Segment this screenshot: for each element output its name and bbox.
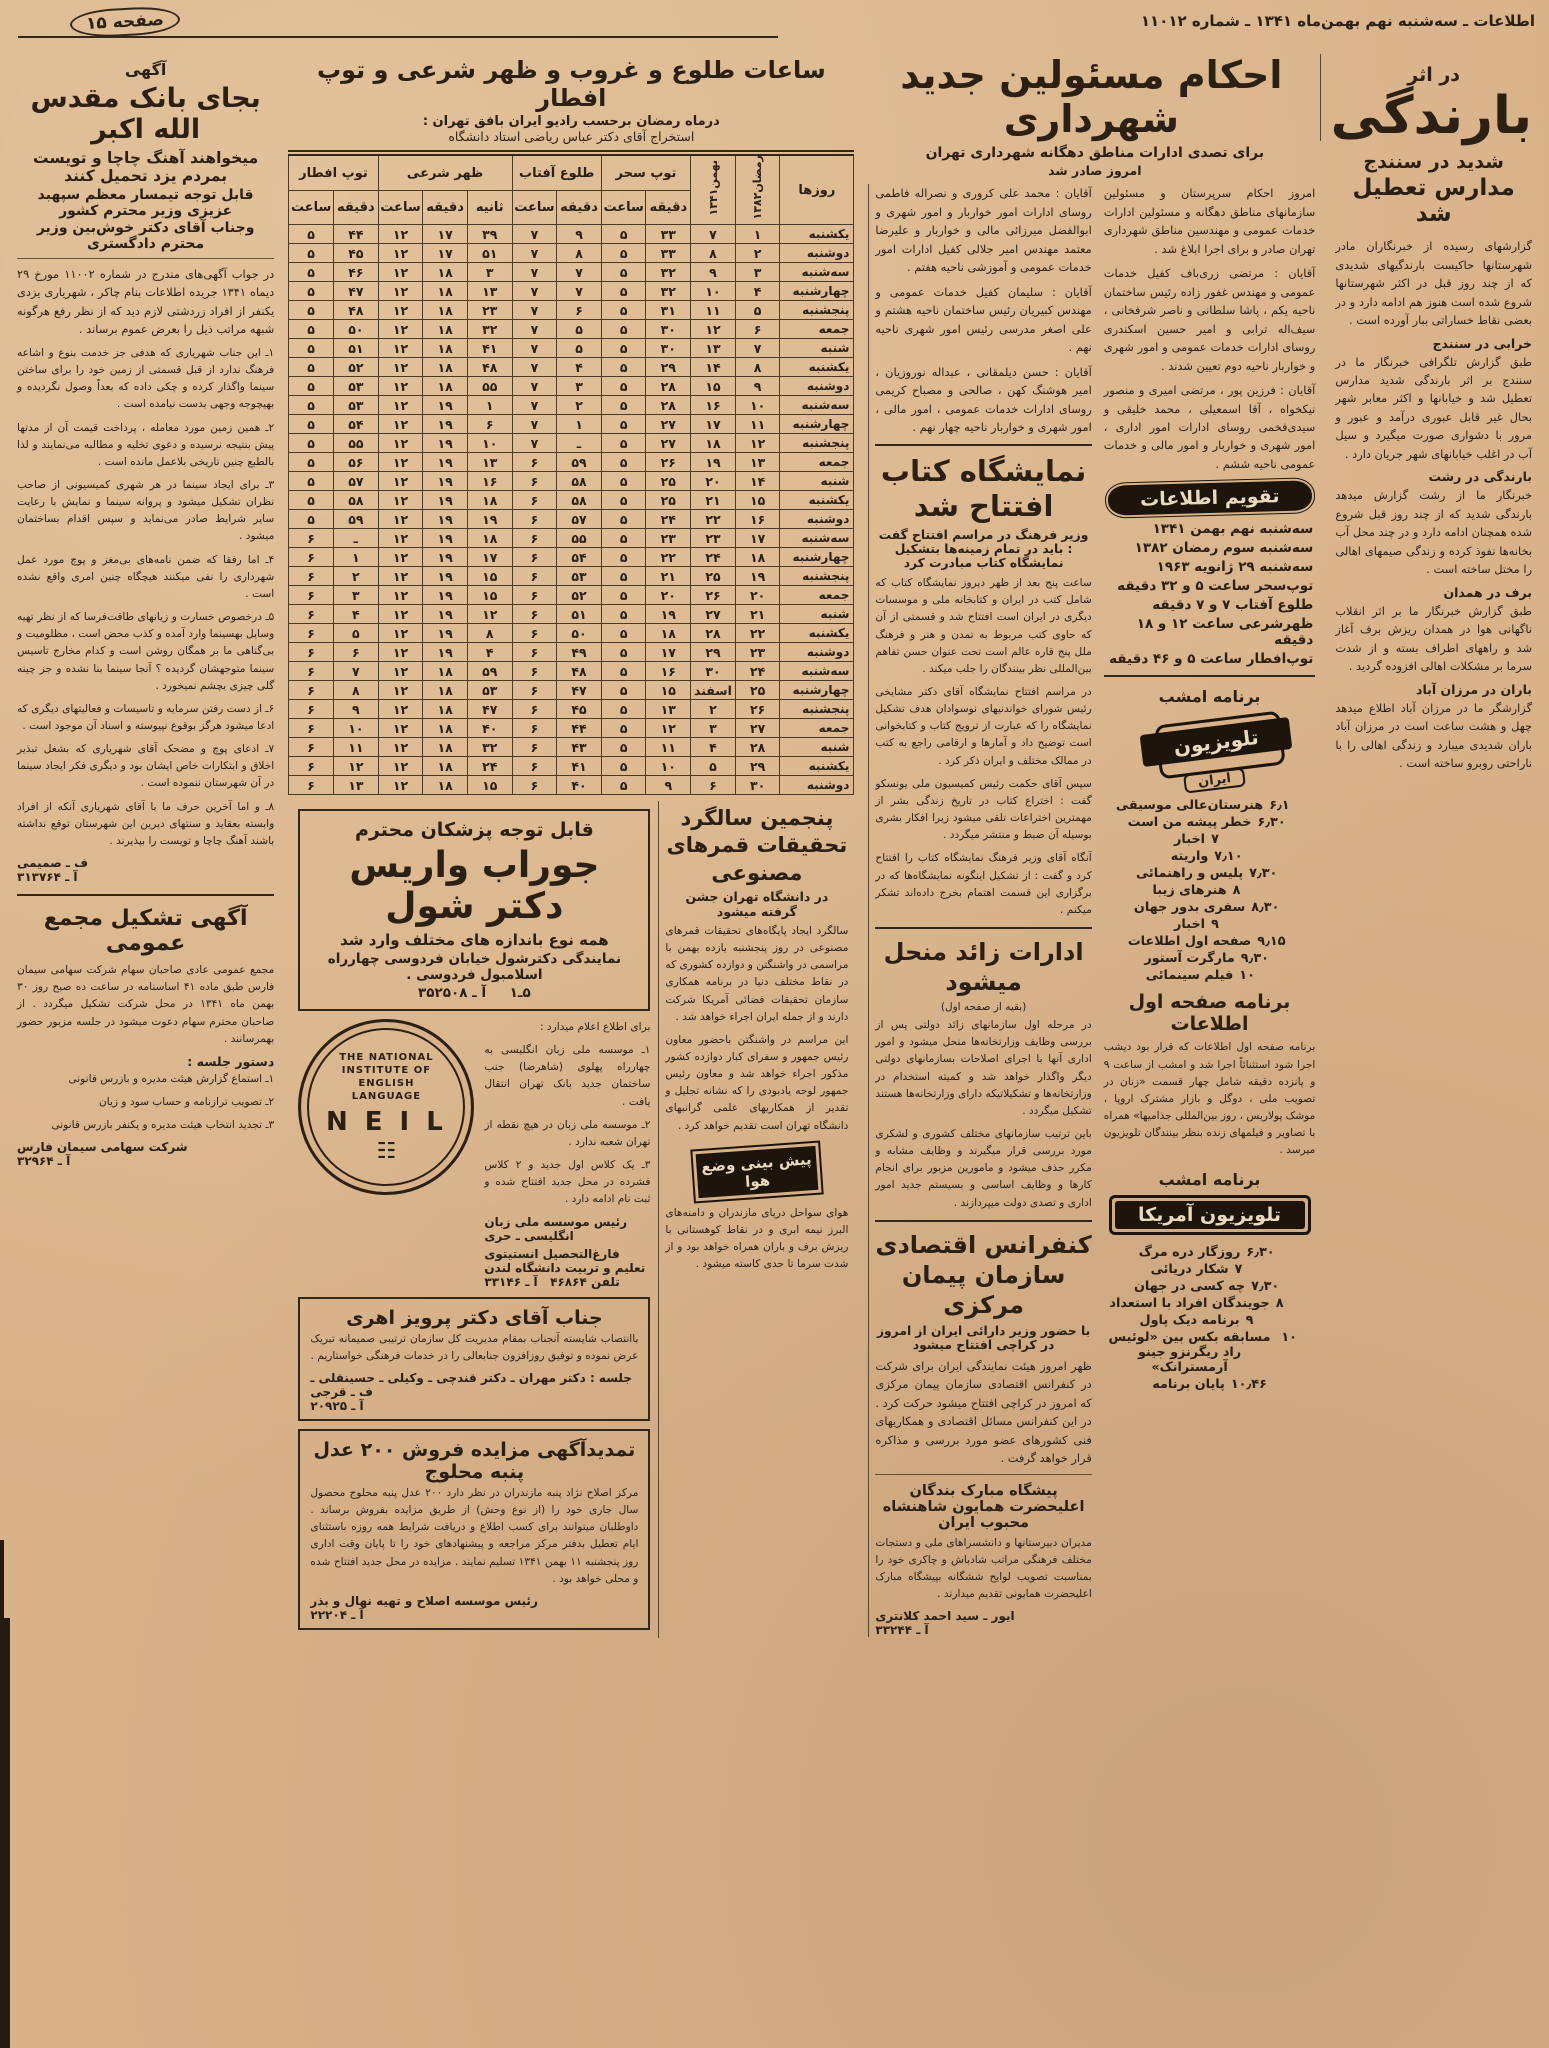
times-table-row: پنجشنبه ۲۶ ۲ ۱۳ ۵ ۴۵ ۶ ۴۷ ۱۸ ۱۲ ۹ ۶ [289, 700, 854, 719]
tv-iran-kicker: برنامه امشب [1158, 687, 1261, 707]
bank-letter-code: آ ـ ۳۱۳۷۶۴ [17, 870, 78, 885]
niel-ad [298, 1019, 650, 1289]
col-group-sunrise: طلوع آفتاب [512, 153, 601, 191]
book-fair-body: ساعت پنج بعد از ظهر دیروز نمایشگاه کتاب که شامل کتب در ایران و کتابخانه ملی و موسسات دیگری در ایران است افتتاح شد و قسمتی از آن که حاوی کتب مربوط به تمدن و هنر و فرهنگ ملل پنج قاره عالم است تحت عنوان حسن تفاهم بین‌المللی نظر بینندگان را جلب میکند . در مراسم افتتاح نمایشگاه آقای دکتر مشایخی رئیس شورای خواندنیهای نوسوادان هدف تشکیل نمایشگاه را که عبارت از ترویج کتاب و کتابخوانی است توضیح داد و آمارها و ارقامی راجع به کتب در ممالک مختلف و ایران ذکر کرد . سپس آقای حکمت رئیس کمیسیون ملی یونسکو گفت : اختراع کتاب در تاریخ زندگی بشر از مهمترین اختراعات تلقی میشود زیرا افکار بشری بوسیله آن ضبط و منتشر میگردد . آنگاه آقای وزیر فرهنگ نمایشگاه کتاب را افتتاح کرد و گفت : از تشکیل اینگونه نمایشگاه‌ها که در برگزاری این قسمت اهتمام بخرج داده‌اند تشکر میکنم . [875, 577, 1092, 916]
rain-subhead-1: شدید در سنندج [1363, 151, 1504, 174]
times-table-row: یکشنبه ۱۵ ۲۱ ۲۵ ۵ ۵۸ ۶ ۱۸ ۱۹ ۱۲ ۵۸ ۵ [289, 491, 854, 510]
rain-kicker: در اثر [1407, 64, 1461, 86]
calendar-lines: سه‌شنبه نهم بهمن ۱۳۴۱ سه‌شنبه سوم رمضان ۱۳۸۲ سه‌شنبه ۲۹ ژانویه ۱۹۶۳ توپ‌سحر ساعت ۵ و ۳۲ دقیقه طلوع آفتاب ۷ و ۷ دقیقه ظهرشرعی ساعت ۱۲ و ۱۸ دقیقه توپ‌افطار ساعت ۵ و ۴۶ دقیقه [1109, 521, 1314, 668]
times-table-row: چهارشنبه ۲۵ اسفند ۱۵ ۵ ۴۷ ۶ ۵۳ ۱۸ ۱۲ ۸ ۶ [289, 681, 854, 700]
niel-sign1: رئیس موسسه ملی زبان انگلیسی ـ حری [484, 1214, 628, 1243]
times-table-row: سه‌شنبه ۳ ۹ ۳۲ ۵ ۷ ۷ ۳ ۱۸ ۱۲ ۴۶ ۵ [289, 263, 854, 282]
rain-subhead-2: مدارس تعطیل شد [1352, 175, 1515, 228]
assembly-code: آ ـ ۳۲۹۶۴ [17, 1154, 71, 1169]
municipality-body: امروز احکام سرپرستان و مسئولین سازمانهای مناطق دهگانه و مسئولین ادارات خدمات عمومی و مهندسین مناطق شهرداری تهران صادر و برای اجرا ابلاغ شد . آقایان : مرتضی زری‌باف کفیل خدمات عمومی و مهندس غفور زاده رئیس ساختمان ناحیه یکم ، پاشا سلطانی و ناصر شرفخانی ، سیف‌اله ترابی و امیر حسین اسکندری روسای ادارات خدمات عمومی و امور شهری و خواربار ناحیه دوم تعیین شدند . آقایان : فرزین پور ، مرتضی امیری و منصور نیکخواه ، آقا اسمعیلی ، محمد خلیقی و سیدی‌فخمی روسای ادارات امور اداری ، امور شهری و خواربار و امور مالی و خدمات عمومی ناحیه ششم . [1103, 186, 1316, 471]
bank-letter-subhead-3: وجناب آقای دکتر خوش‌بین وزیر محترم دادگستری [36, 220, 255, 252]
times-table-row: سه‌شنبه ۱۷ ۲۳ ۲۳ ۵ ۵۵ ۶ ۱۸ ۱۹ ۱۲ ـ ۶ [289, 529, 854, 548]
times-table-row: یکشنبه ۲۲ ۲۸ ۱۸ ۵ ۵۰ ۶ ۸ ۱۹ ۱۲ ۵ ۶ [289, 624, 854, 643]
tv-program-item: ۶٫۳۰ روزگار دره مرگ [1138, 1244, 1275, 1260]
times-table-row: یکشنبه ۲۹ ۵ ۱۰ ۵ ۴۱ ۶ ۲۴ ۱۸ ۱۲ ۱۲ ۶ [289, 757, 854, 776]
tv-program-item: ۷٫۳۰ پلیس و راهنمائی [1135, 866, 1278, 882]
rain-lead: گزارشهای رسیده از خبرنگاران مادر شهرستانها حاکیست بارندگیهای شدیدی که از چند روز قبل در اکثر شهرستانها شروع شده است هنوز هم ادامه دارد و در بعضی نقاط خساراتی ببار آورده است . [1335, 239, 1532, 328]
times-table-title: ساعات طلوع و غروب و ظهر شرعی و توپ افطار [316, 56, 826, 112]
prayer-times-table [288, 150, 854, 795]
cotton-auction-ad [298, 1429, 650, 1630]
tv-program-item: ۸ هنرهای زیبا [1152, 883, 1241, 899]
homage-code: آ ـ ۳۳۲۴۴ [875, 1623, 929, 1638]
bank-letter-lead: در جواب آگهی‌های مندرج در شماره ۱۱۰۰۲ مورخ ۲۹ دیماه ۱۳۴۱ جریده اطلاعات بنام چاکر ، شهریاری یزدی یکنفر از افراد زردشتی لازم دید که از نظر رفع هرگونه شبهه مراتب ذیل را بعرض عموم برساند . [17, 267, 275, 337]
niel-seal-text: THE NATIONAL INSTITUTE OF ENGLISH LANGUAGE [339, 1051, 434, 1102]
times-table-row: پنجشنبه ۱۲ ۱۸ ۲۷ ۵ ـ ۷ ۱۰ ۱۹ ۱۲ ۵۵ ۵ [289, 434, 854, 453]
front-program-body: برنامه صفحه اول اطلاعات که قرار بود دیشب اجرا شود استثنائاً اجرا شد و امشب از ساعت ۹ و پانزده دقیقه شامل چهار قسمت «زنان در تصویب ملی ، دوگل و بازار مشترک اروپا ، موشک پولاریس ، روز بین‌المللی جذامیها» همراه با تصاویر و فیلمهای زنده بنظر بینندگان تلویزیون میرسد . [1103, 1041, 1316, 1157]
homage-title: پیشگاه مبارک بندگان اعلیحضرت همایون شاهنشاه محبوب ایران [882, 1482, 1085, 1531]
assembly-sign: شرکت سهامی سیمان فارس [17, 1140, 188, 1155]
rain-city-report: برف در همدان طبق گزارش خبرنگار ما بر اثر انقلاب ناگهانی هوا در همدان ریزش برف آغاز شد و راههای اطراف بسته و از شدت سرما بر مشکلات اهالی افزوده گردید . [1335, 584, 1532, 674]
times-table-row: سه‌شنبه ۲۴ ۳۰ ۱۶ ۵ ۴۸ ۶ ۵۹ ۱۸ ۱۲ ۷ ۶ [289, 662, 854, 681]
tv-iran-logo-country: ایران [1183, 768, 1246, 794]
bank-letter-subhead-1: میخواهند آهنگ چاچا و تویست بمردم یزد تحمیل کنند [33, 149, 259, 185]
times-table-row: جمعه ۲۷ ۳ ۱۲ ۵ ۴۴ ۶ ۴۰ ۱۸ ۱۲ ۱۰ ۶ [289, 719, 854, 738]
niel-institute-seal-logo [298, 1019, 474, 1195]
times-table-zone [281, 50, 861, 2038]
times-table-row: جمعه ۱۳ ۱۹ ۲۶ ۵ ۵۹ ۶ ۱۳ ۱۹ ۱۲ ۵۶ ۵ [289, 453, 854, 472]
assembly-agenda-title: دستور جلسه : [187, 1053, 275, 1069]
page-number-label: صفحه ۱۵ [69, 5, 180, 39]
tv-america-logo [1109, 1195, 1311, 1235]
tv-america-kicker: برنامه امشب [1158, 1169, 1261, 1189]
tv-iran-program-list [1104, 798, 1316, 983]
rain-city-report: خرابی در سنندج طبق گزارش تلگرافی خبرنگار ما در سنندج بر اثر بارندگی شدید مدارس تعطیل شد و خیابانها و اکثر معابر شهر بحال غیر قابل عبوری درآمد و عبور و مرور با دشواری صورت میگیرد و سیل آب در اغلب خیابانهای شهر جریان دارد . [1335, 335, 1532, 461]
front-program-title: برنامه صفحه اول اطلاعات [1128, 991, 1291, 1036]
rain-city-reports [1335, 336, 1532, 773]
tv-program-item: ۷٫۱۰ واریته [1170, 849, 1243, 865]
assembly-title: آگهی تشکیل مجمع عمومی [43, 906, 248, 957]
niel-sign2: فارغ‌التحصیل انستیتوی تعلیم و تربیت دانشگاه لندن [484, 1246, 646, 1275]
weather-forecast-stamp [690, 1140, 823, 1203]
cento-body: ظهر امروز هیئت نمایندگی ایران برای شرکت در کنفرانس اقتصادی سازمان پیمان مرکزی که امروز در کراچی افتتاح میشود حرکت کرد . در این کنفرانس مسائل اقتصادی و همکاریهای فنی کشورهای عضو مورد بررسی و مذاکره قرار خواهد گرفت . [875, 1358, 1092, 1466]
article-rain-column [1328, 50, 1539, 2038]
masthead [10, 6, 1539, 50]
book-fair-subhead: وزیر فرهنگ در مراسم افتتاح گفت : باید در تمام زمینه‌ها بتشکیل نمایشگاه کتاب مبادرت کرد [878, 528, 1089, 571]
ads-column [290, 801, 658, 1638]
tv-program-item: ۶٫۱ هنرستان‌عالی موسیقی [1115, 798, 1290, 814]
tv-program-item: ۸٫۳۰ سفری بدور جهان [1133, 900, 1280, 916]
col-header-days: روزها [780, 153, 854, 225]
satellites-column [658, 801, 854, 1638]
col-group-sahar: توپ سحر [601, 153, 690, 191]
rain-city-report: باران در مرزان آباد گزارشگر ما در مرزان آباد اطلاع میدهد چهل و هشت ساعت است در مرزان آباد باران شدیدی میبارد و زندگی اهالی را با ناراحتی روبرو ساخته است . [1335, 681, 1532, 770]
tv-program-item: ۱۰ مسابقه بکس بین «لوئیس راد ریگرنزو جینو آرمسترانک» [1108, 1329, 1297, 1375]
col-header-bahman: بهمن۱۳۴۱ [691, 153, 736, 225]
masthead-rule [18, 36, 778, 38]
times-table-row: یکشنبه ۱ ۷ ۳۳ ۵ ۹ ۷ ۳۹ ۱۷ ۱۲ ۴۴ ۵ [289, 225, 854, 244]
niel-intro: برای اطلاع اعلام میدارد : [539, 1021, 651, 1033]
times-table-row: یکشنبه ۸ ۱۴ ۲۹ ۵ ۴ ۷ ۴۸ ۱۸ ۱۲ ۵۲ ۵ [289, 358, 854, 377]
municipality-headline: احکام مسئولین جدید شهرداری [868, 54, 1321, 141]
shol-ad-line1: همه نوع باندازه های مختلف وارد شد [340, 931, 609, 949]
shol-ad-line2: نمایندگی دکترشول خیابان فردوسی چهارراه اسلامبول فردوسی . [327, 951, 622, 983]
times-table-row: چهارشنبه ۴ ۱۰ ۳۲ ۵ ۷ ۷ ۱۳ ۱۸ ۱۲ ۴۷ ۵ [289, 282, 854, 301]
ahari-ad-body: باانتصاب شایسته آنجناب بمقام مدیریت کل سازمان ترتیبی صمیمانه تبریک عرض نموده و توفیق روزافزون جنابعالی را در خدمات فرهنگی خواستاریم . [310, 1332, 639, 1362]
tv-program-item: ۹ برنامه دیک پاول [1139, 1312, 1254, 1328]
bank-letter-kicker: آگهی [124, 60, 167, 79]
times-table-row: پنجشنبه ۱۹ ۲۵ ۲۱ ۵ ۵۳ ۶ ۱۵ ۱۹ ۱۲ ۲ ۶ [289, 567, 854, 586]
tv-program-item: ۷٫۳۰ چه کسی در جهان [1134, 1278, 1280, 1294]
bank-letter-sign: ف ـ صمیمی [17, 856, 89, 871]
times-table-rows [289, 225, 854, 795]
tv-program-item: ۷ اخبار [1174, 832, 1219, 848]
shol-ad-title: جوراب واریس دکتر شول [349, 845, 600, 927]
municipality-subhead-2: امروز صادر شد [1048, 163, 1142, 179]
times-table-row: چهارشنبه ۱۱ ۱۷ ۲۷ ۵ ۱ ۷ ۶ ۱۹ ۱۲ ۵۴ ۵ [289, 415, 854, 434]
niel-ad-text [484, 1019, 650, 1289]
shol-ad-codes: ۵ـ۱ آ ـ ۳۵۲۵۰۸ [418, 985, 531, 1001]
niel-items: ۱ـ موسسه ملی زبان انگلیسی به چهارراه پهلوی (شاهرضا) جنب ساختمان جدید بانک تهران انتقال یافت . ۲ـ موسسه ملی زبان در هیچ نقطه از تهران شعبه ندارد . ۳ـ یک کلاس اول جدید و ۲ کلاس فشرده در محل جدید افتتاح شده و ثبت نام ادامه دارد . [484, 1044, 651, 1206]
assembly-body: مجمع عمومی عادی صاحبان سهام شرکت سهامی سیمان فارس طبق ماده ۴۱ اساسنامه در ساعت ده صبح روز ۳۰ بهمن ماه ۱۳۴۱ در محل شرکت تشکیل میگردد . از صاحبان محترم سهام دعوت میشود در جلسه مزبور حضور بهمرسانند . [17, 964, 275, 1045]
homage-body: مدیران دبیرستانها و دانشسراهای ملی و دستجات مختلف فرهنگی مراتب شادباش و چاکری خود را بمناسبت تصویب لوایح ششگانه بپیشگاه مبارک اعلیحضرت همایونی تقدیم میدارند . [875, 1536, 1092, 1601]
bank-letter-headline: بجای بانک مقدس الله اکبر [30, 83, 261, 145]
times-table-row: جمعه ۶ ۱۲ ۳۰ ۵ ۵ ۷ ۳۲ ۱۸ ۱۲ ۵۰ ۵ [289, 320, 854, 339]
ahari-ad-sign: جلسه : دکتر مهران ـ دکتر قندچی ـ وکیلی ـ حسینقلی ـ ف ـ قرجی [310, 1370, 632, 1399]
times-table-row: شنبه ۷ ۱۳ ۳۰ ۵ ۵ ۷ ۴۱ ۱۸ ۱۲ ۵۱ ۵ [289, 339, 854, 358]
cotton-ad-code: آ ـ ۲۲۲۰۴ [310, 1607, 364, 1622]
municipality-subhead: برای تصدی ادارات مناطق دهگانه شهرداری تهران [925, 145, 1265, 162]
cento-headline: کنفرانس اقتصادی سازمان پیمان مرکزی [875, 1230, 1092, 1319]
niel-codes: تلفن ۴۶۸۶۴ آ ـ ۳۳۱۴۶ [484, 1274, 620, 1289]
book-fair-headline: نمایشگاه کتاب افتتاح شد [880, 454, 1087, 524]
times-table-row: دوشنبه ۳۰ ۶ ۹ ۵ ۴۰ ۶ ۱۵ ۱۸ ۱۲ ۱۳ ۶ [289, 776, 854, 795]
municipality-body-continued: آقایان : محمد علی کروری و نصراله فاطمی روسای ادارات امور خواربار و امور شهری و ابوالفضل میرزائی مالی و خواربار و علیرضا معتمد مهندس امیر جلالی کفیل ادارات امور خدمات عمومی و آموزشی ناحیه هفتم . آقایان : سلیمان کفیل خدمات عمومی و مهندس کبیریان رئیس ساختمان ناحیه هشتم و علی اصغر مدرسی رئیس امور شهری ناحیه نهم . آقایان : حسن دیلمقانی ، عبداله نوروزیان ، امیر هوشنگ کهن ، صالحی و مصباح کریمی روسای ادارات خدمات عمومی ، امور مالی ، امور شهری و خواربار ناحیه چهار نهم . [875, 186, 1092, 434]
times-table-row: چهارشنبه ۱۸ ۲۴ ۲۲ ۵ ۵۴ ۶ ۱۷ ۱۹ ۱۲ ۱ ۶ [289, 548, 854, 567]
ahari-ad [298, 1297, 650, 1421]
times-table-sub2: استخراج آقای دکتر عباس ریاضی استاد دانشگاه [448, 129, 695, 144]
col-group-noon: ظهر شرعی [378, 153, 512, 191]
assembly-agenda-items: ۱ـ استماع گزارش هیئت مدیره و بازرس قانونی ۲ـ تصویب ترازنامه و حساب سود و زیان ۳ـ تجدید انتخاب هیئت مدیره و یکنفر بازرس قانونی [51, 1072, 275, 1132]
assembly-notice [17, 894, 274, 1168]
times-table-row: دوشنبه ۹ ۱۵ ۲۸ ۵ ۳ ۷ ۵۵ ۱۸ ۱۲ ۵۳ ۵ [289, 377, 854, 396]
satellites-body: سالگرد ایجاد پایگاه‌های تحقیقات قمرهای مصنوعی در روز پنجشنبه یازده بهمن با مراسمی در واشنگتن و دوازده کشوری که در نقاط مختلف دنیا در برنامه همکاری سازمان تحقیقات فضائی آمریکا شرکت دارند و از جمله ایران اجراء خواهد شد . این مراسم در واشنگتن باحضور معاون رئیس جمهور و سفرای کبار دوازده کشور مذکور اجراء خواهد شد و معاون رئیس جمهور لوحه یادبودی را که نشانه تجلیل و تقدیر از همکاریهای علمی گرانبهای دانشگاه تهران است تقدیم خواهد کرد . [665, 924, 849, 1132]
center-right-outer-column [868, 184, 1097, 1637]
tv-program-item: ۹٫۳۰ مارگرت آستور [1144, 951, 1269, 967]
times-table-row: دوشنبه ۲۳ ۲۹ ۱۷ ۵ ۴۹ ۶ ۴ ۱۹ ۱۲ ۶ ۶ [289, 643, 854, 662]
tv-program-item: ۶٫۳۰ خطر پیشه من است [1127, 815, 1286, 831]
shol-ad-heading: قابل توجه پزشکان محترم [355, 819, 594, 841]
satellites-subhead: در دانشگاه تهران جشن گرفته میشود [685, 888, 829, 919]
tv-program-item: ۹ اخبار [1174, 917, 1219, 933]
times-table-row: شنبه ۲۸ ۴ ۱۱ ۵ ۴۳ ۶ ۳۲ ۱۸ ۱۲ ۱۱ ۶ [289, 738, 854, 757]
open-book-icon: ☷ [376, 1138, 397, 1164]
tv-america-logo-text: تلویزیون آمریکا [1115, 1201, 1305, 1229]
times-table-row: دوشنبه ۱۶ ۲۲ ۲۴ ۵ ۵۷ ۶ ۱۹ ۱۹ ۱۲ ۵۹ ۵ [289, 510, 854, 529]
page-edge-artifact-small [0, 1540, 4, 1660]
ahari-ad-code: آ ـ ۲۰۹۲۵ [310, 1398, 364, 1413]
satellites-headline: پنجمین سالگرد تحقیقات قمرهای مصنوعی [666, 806, 848, 885]
rain-headline: بارندگی [1330, 86, 1532, 146]
offices-headline: ادارات زائد منحل میشود [883, 938, 1084, 997]
cotton-ad-sign: رئیس موسسه اصلاح و تهیه نهال و بذر [310, 1593, 538, 1608]
tv-program-item: ۹٫۱۵ صفحه اول اطلاعات [1127, 934, 1286, 950]
col-header-ramazan: رمضان۱۳۸۲ [735, 153, 780, 225]
tv-program-item: ۱۰ فیلم سینمائی [1145, 968, 1255, 984]
times-table-sub1: درماه رمضان برحسب رادیو ایران بافق تهران : [422, 114, 720, 129]
cotton-ad-body: مرکز اصلاح نژاد پنبه مازندران در نظر دارد ۲۰۰ عدل پنبه محلوج محصول سال جاری خود را (از نوع وحش) از طریق مزایده بفروش برساند . داوطلبان میتوانند برای کسب اطلاع و دریافت شرایط همه روزه باستثنای ایام تعطیل بدفتر مرکز مراجعه و پیشنهادهای خود را تا پایان وقت اداری روز پنجشنبه ۱۱ بهمن ۱۳۴۱ تسلیم نمایند . مزایده در محل جدید افتتاح شده و محلی خواهد بود . [310, 1486, 639, 1585]
left-column [10, 50, 281, 2038]
tv-iran-logo [1135, 712, 1285, 790]
tv-iran-logo-text: تلویزیون [1139, 717, 1292, 767]
tv-america-program-list [1104, 1245, 1316, 1392]
shol-ad [298, 809, 650, 1011]
bank-letter-subhead-2: قابل توجه تیمسار معظم سپهبد عزیزی وزیر محترم کشور [37, 187, 254, 219]
unit-header-row: دقیقه ساعت دقیقه ساعت ثانیه دقیقه ساعت دقیقه ساعت [289, 191, 854, 225]
weather-stamp-text: پیش بینی وضع هوا [696, 1146, 819, 1198]
center-right-inner-column [1098, 184, 1322, 1637]
tv-program-item: ۱۰٫۴۶ پایان برنامه [1152, 1376, 1267, 1392]
offices-body: در مرحله اول سازمانهای زائد دولتی پس از بررسی وظایف وزارتخانه‌ها منحل میشود و امور اداری آنها با اجرای اصلاحات بسازمانهای دولتی دیگر واگذار خواهد شد و کمیته استخدام در وزارتخانه‌ها و تشکیلاتیکه دارای وزارتخانه‌ها هستند تشکیل میگردد . باین ترتیب سازمانهای مختلف کشوری و لشکری مورد بررسی قرار میگیرند و وظایف مشابه و مکرر حذف میشود و مامورین مزبور برای انجام کارها و وظایف اساسی و بسیستم جدید امور اداری و تصدی دولت میپردازند . [875, 1019, 1092, 1209]
homage-signature: ایور ـ سید احمد کلانتری [875, 1609, 1015, 1624]
times-table-row: پنجشنبه ۵ ۱۱ ۳۱ ۵ ۶ ۷ ۲۳ ۱۸ ۱۲ ۴۸ ۵ [289, 301, 854, 320]
times-table-row: سه‌شنبه ۱۰ ۱۶ ۲۸ ۵ ۲ ۷ ۱ ۱۹ ۱۲ ۵۳ ۵ [289, 396, 854, 415]
times-table-row: دوشنبه ۲ ۸ ۳۳ ۵ ۸ ۷ ۵۱ ۱۷ ۱۲ ۴۵ ۵ [289, 244, 854, 263]
niel-seal-letters: N E I L [325, 1106, 447, 1137]
weather-body: هوای سواحل دریای مازندران و دامنه‌های البرز نیمه ابری و در نقاط کوهستانی با ریزش برف و باران همراه خواهد بود و از شدت سرما تا حدی کاسته میشود . [665, 1206, 849, 1271]
tv-program-item: ۷ شکار دریائی [1150, 1261, 1243, 1277]
rain-city-report: بارندگی در رشت خبرنگار ما از رشت گزارش میدهد بارندگی شدید که از چند روز قبل شروع شده همچنان ادامه دارد و در چند محل آب بخانه‌ها نفوذ کرده و زندگی صیمهای اهالی را مختل ساخته است . [1335, 469, 1532, 577]
ahari-ad-title: جناب آقای دکتر پرویز اهری [346, 1306, 603, 1329]
times-table-row: جمعه ۲۰ ۲۶ ۲۰ ۵ ۵۲ ۶ ۱۵ ۱۹ ۱۲ ۳ ۶ [289, 586, 854, 605]
col-group-eftar: توپ افطار [289, 153, 378, 191]
bank-letter-items: ۱ـ این جناب شهریاری که هدفی جز خدمت بنوع و اشاعه فرهنگ ندارد از قبل قسمتی از زمین خود را برای ساختن سینما واگذار کرده و چکی داده که بعداً وصول نگردیده و بهیچوجه وجهی بدست نیامده است . ۲ـ همین زمین مورد معامله ، پرداخت قیمت آن از مدتها پیش بنتیجه نرسیده و دعوی تخلیه و مطالبه می‌نمایند و لذا بالطبع چنین تاریخی بلاعمل مانده است . ۳ـ برای ایجاد سینما در هر شهری کمیسیونی از صاحب نظران تشکیل میشود و پروانه سینما و نمایش با رعایت سایر شرایط صادر می‌نماید و سپس اقدام بساختمان میشود . ۴ـ اما رفقا که ضمن نامه‌های بی‌مغز و پوچ مورد عمل شهرداری را نفی میکنند هیچگاه چنین امری واقع نشده است . ۵ـ درخصوص خسارت و زیانهای طاقت‌فرسا که از نظر تهیه وسایل بهسینما وارد آمده و کذب محض است ، مظلومیت و بی‌گناهی ما بر همگان روشن است و کدام مخارج تاسیس سینما متوجهشان گردیده ؟ آنجا سینما بنا نشده و جز چینه گلی چیزی بچشم نمیخورد . ۶ـ از دست رفتن سرمایه و تاسیسات و فعالیتهای دیگری که ادعا میشود هرگز بوقوع نپیوسته و اسناد آن موجود است . ۷ـ ادعای پوچ و مضحک آقای شهریاری که بشغل تبذیر اخلاق و ابتکارات خاص ایشان بود و دیگری فکر ایجاد سینما در آن شهرستان ننموده است . ۸ـ و اما آخرین حرف ما با آقای شهریاری آنکه از افراد وابسته بعقاید و سنتهای دیرین این شهرستان توقع نداشته باشند آهنگ چاچا و تویست را بپذیرند . [17, 346, 275, 847]
page-edge-artifact [0, 1618, 10, 2048]
calendar-box-title: تقویم اطلاعات [1107, 481, 1311, 516]
offices-continuation-note: (بقیه از صفحه اول) [940, 1001, 1027, 1014]
times-table-row: شنبه ۱۴ ۲۰ ۲۵ ۵ ۵۸ ۶ ۱۶ ۱۹ ۱۲ ۵۷ ۵ [289, 472, 854, 491]
center-right-zone [861, 50, 1328, 2038]
tv-program-item: ۸ جویندگان افراد با استعداد [1109, 1295, 1284, 1311]
cento-subhead: با حضور وزیر دارائی ایران از امروز در کراچی افتتاح میشود [876, 1323, 1091, 1352]
cotton-ad-title: تمدیدآگهی مزایده فروش ۲۰۰ عدل پنبه محلوج [313, 1438, 636, 1483]
times-table-row: شنبه ۲۱ ۲۷ ۱۹ ۵ ۵۱ ۶ ۱۲ ۱۹ ۱۲ ۴ ۶ [289, 605, 854, 624]
masthead-dateline: اطلاعات ـ سه‌شنبه نهم بهمن‌ماه ۱۳۴۱ ـ شماره ۱۱۰۱۲ [1140, 12, 1535, 30]
